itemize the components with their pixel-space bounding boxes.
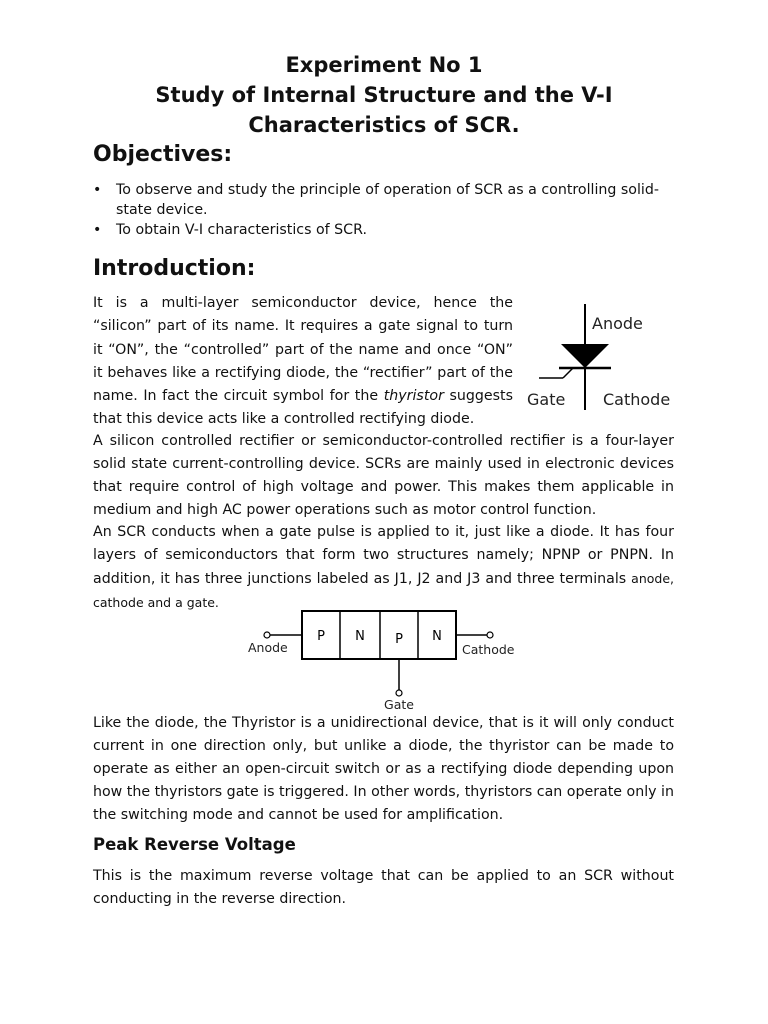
anode-label: Anode bbox=[592, 314, 643, 333]
diode-triangle bbox=[561, 344, 609, 368]
gate-label: Gate bbox=[384, 697, 414, 712]
list-item: • To observe and study the principle of operation of SCR as a controlling solid-state device. bbox=[93, 182, 659, 218]
layer-n1: N bbox=[355, 629, 365, 644]
cathode-label: Cathode bbox=[603, 390, 671, 409]
peak-reverse-text: This is the maximum reverse voltage that can be applied to an SCR without conducting in the reverse direction. bbox=[93, 868, 674, 907]
bullet-icon: • bbox=[93, 182, 102, 198]
gate-label: Gate bbox=[527, 390, 566, 409]
peak-reverse-heading: Peak Reverse Voltage bbox=[93, 835, 296, 854]
bullet-icon: • bbox=[93, 222, 102, 238]
objectives-heading: Objectives: bbox=[93, 142, 233, 167]
intro-paragraph-1: It is a multi-layer semiconductor device, hence the “silicon” part of its name. It requires a gate signal to turn it “ON”, the “controlled” part of the name and once “ON” it behaves like a rectifying diode, the “rectifier” part of the name. In fact the circuit symbol for the thyristor suggests that this device acts like a controlled rectifying diode. bbox=[93, 295, 513, 428]
intro-paragraph-3: An SCR conducts when a gate pulse is applied to it, just like a diode. It has four layers of semiconductors that form two structures namely; NPNP or PNPN. In addition, it has three junctions labeled as J1, J2 and J3 and three terminals anode, cathode and a gate. bbox=[93, 524, 674, 610]
scr-circuit-symbol bbox=[525, 300, 685, 415]
anode-terminal bbox=[264, 632, 270, 638]
introduction-heading: Introduction: bbox=[93, 256, 256, 281]
title-line-1: Study of Internal Structure and the V-I bbox=[155, 83, 613, 107]
title-line-2: Characteristics of SCR. bbox=[248, 113, 520, 137]
anode-label: Anode bbox=[248, 640, 288, 655]
cathode-label: Cathode bbox=[462, 642, 515, 657]
layer-n2: N bbox=[432, 629, 442, 644]
experiment-number: Experiment No 1 bbox=[285, 53, 483, 77]
cathode-terminal bbox=[487, 632, 493, 638]
gate-terminal bbox=[396, 690, 402, 696]
layer-p2: P bbox=[395, 632, 403, 647]
pnpn-structure-diagram bbox=[240, 605, 530, 713]
intro-paragraph-2: A silicon controlled rectifier or semiconductor-controlled rectifier is a four-layer solid state current-controlling device. SCRs are mainly used in electronic devices that require control of high voltage and power. This makes them applicable in medium and high AC power operations such as motor control function. bbox=[93, 433, 674, 518]
objectives-list bbox=[93, 180, 674, 240]
layer-p1: P bbox=[317, 629, 325, 644]
gate-lead bbox=[563, 368, 573, 378]
intro-paragraph-4: Like the diode, the Thyristor is a unidirectional device, that is it will only conduct current in one direction only, but unlike a diode, the thyristor can be made to operate as either an open-circuit switch or as a rectifying diode depending upon how the thyristors gate is triggered. In other words, thyristors can operate only in the switching mode and cannot be used for amplification. bbox=[93, 715, 674, 823]
list-item: • To obtain V-I characteristics of SCR. bbox=[93, 222, 367, 238]
thyristor-term: thyristor bbox=[383, 388, 444, 405]
